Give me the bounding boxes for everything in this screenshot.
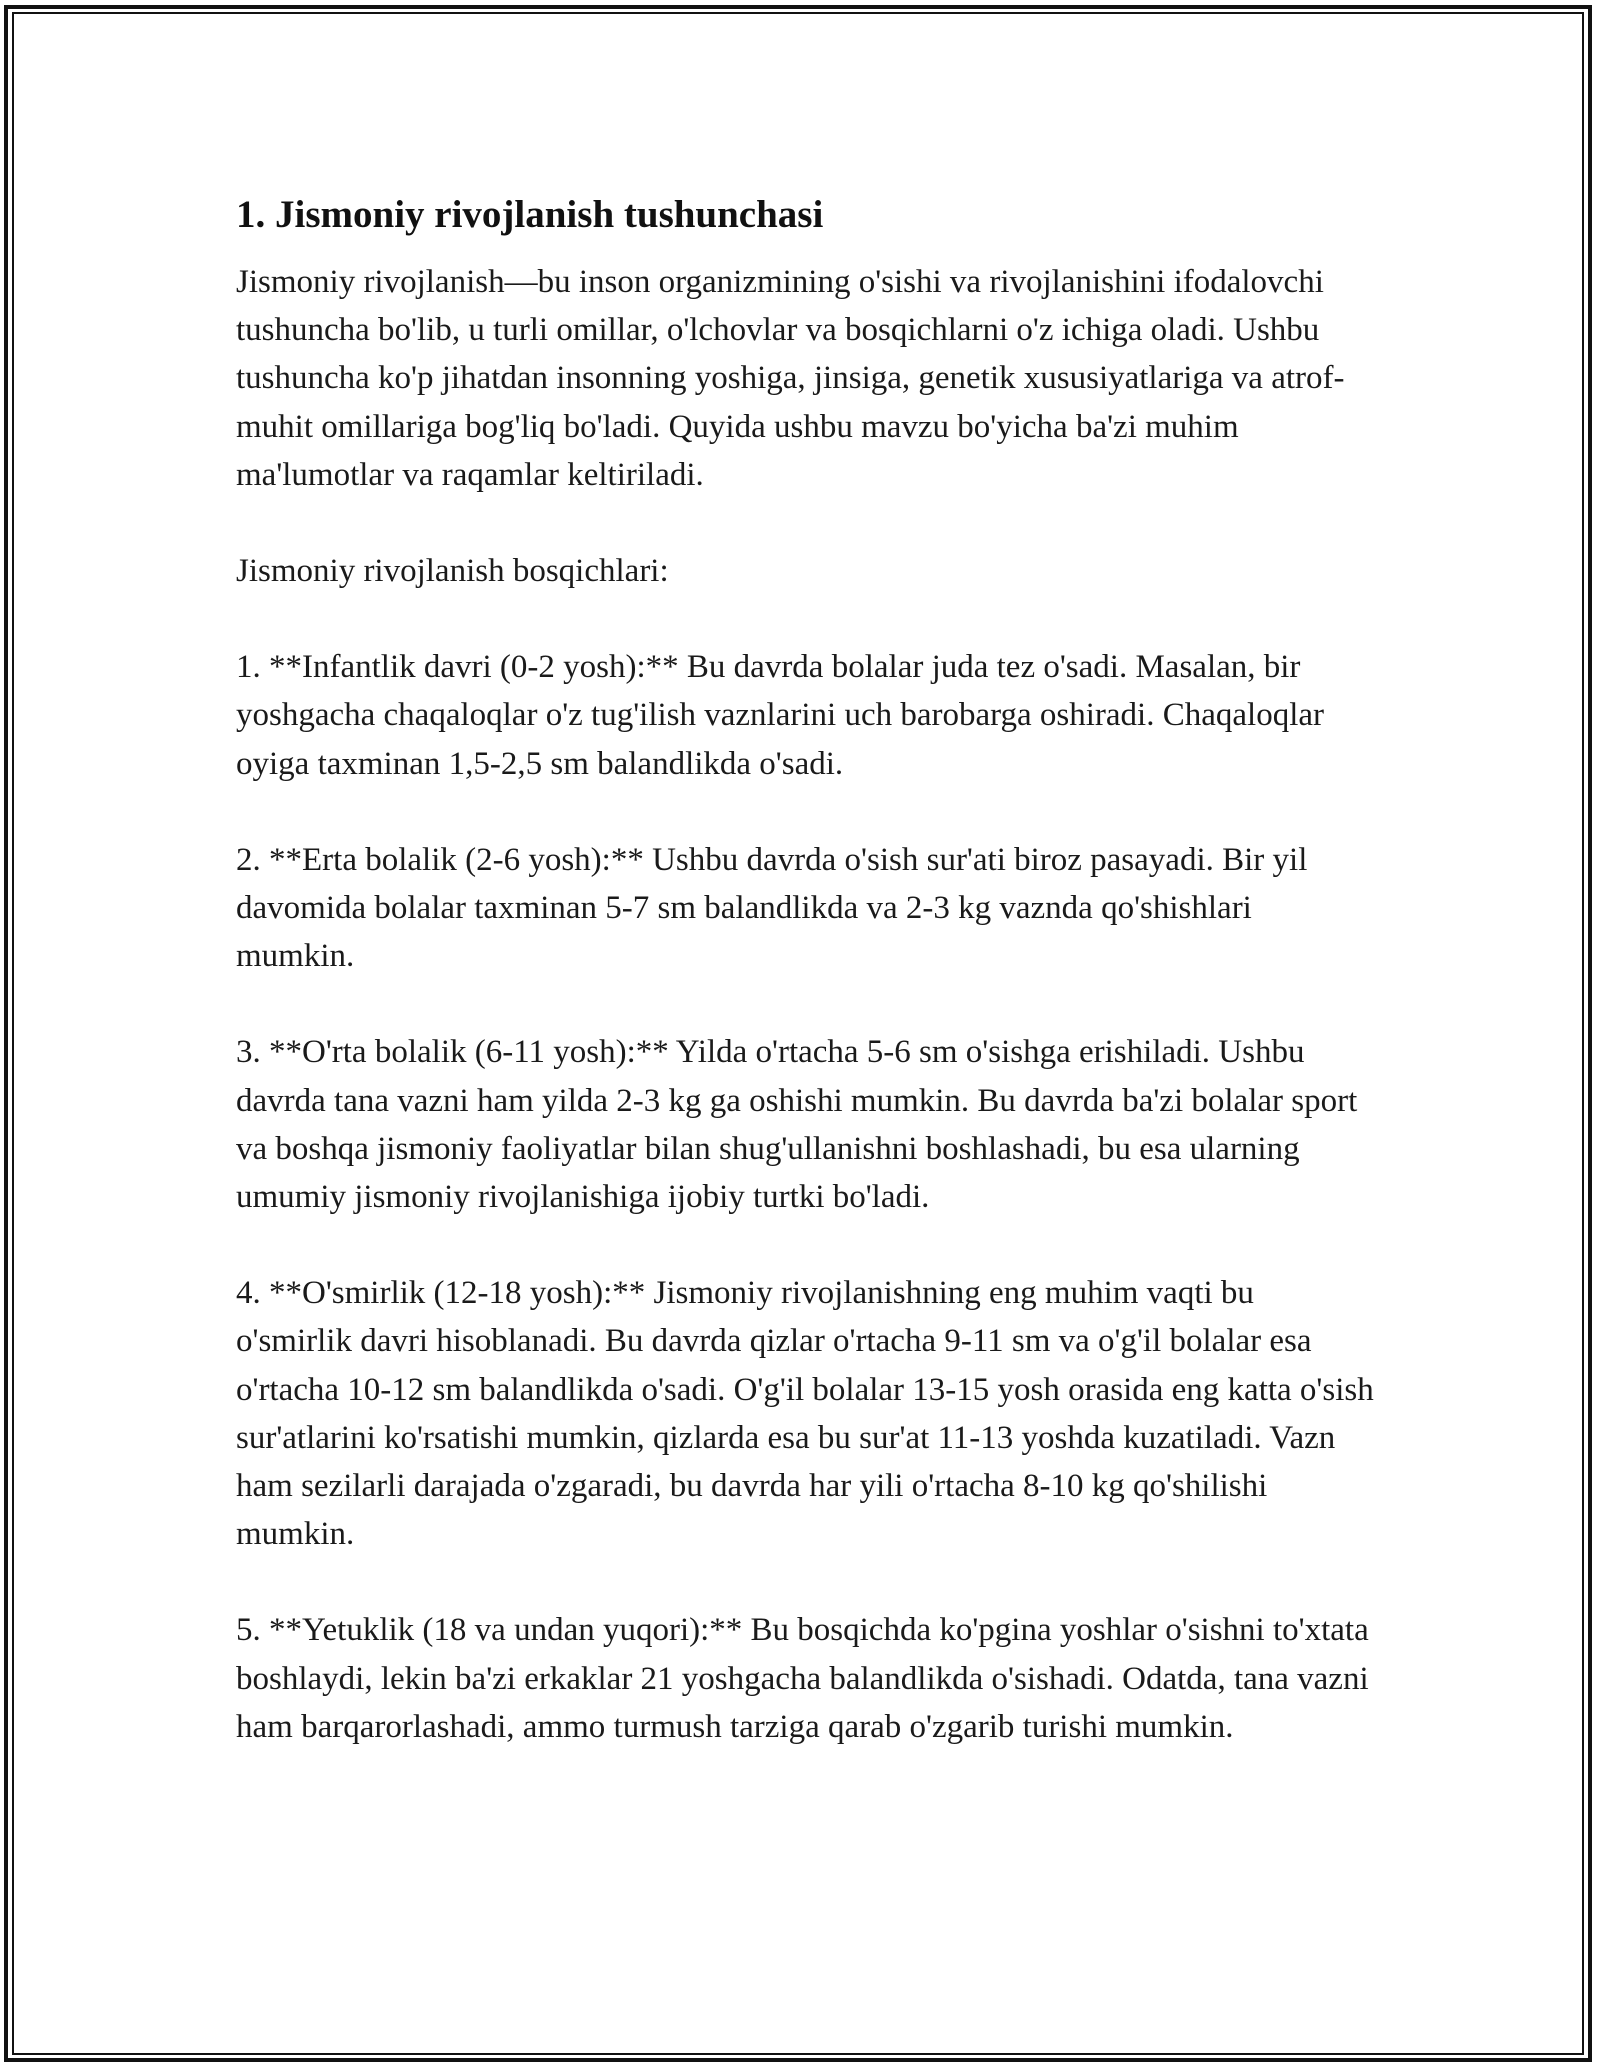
stages-heading: Jismoniy rivojlanish bosqichlari: (236, 553, 669, 590)
document-body (236, 186, 1376, 1799)
stage-item-adolescence: 4. **O'smirlik (12-18 yosh):** Jismoniy rivojlanishning eng muhim vaqti bu o'smirlik davri hisoblanadi. Bu davrda qizlar o'rtacha 9-11 sm va o'g'il bolalar esa o'rtacha 10-12 sm balandlikda o'sadi. O'g'il bolalar 13-15 yosh orasida eng katta o'sish sur'atlarini ko'rsatishi mumkin, qizlarda esa bu sur'at 11-13 yoshda kuzatiladi. Vazn ham sezilarli darajada o'zgaradi, bu davrda har yili o'rtacha 8-10 kg qo'shilishi mumkin. (236, 1275, 1374, 1553)
stage-item-middle-childhood: 3. **O'rta bolalik (6-11 yosh):** Yilda o'rtacha 5-6 sm o'sishga erishiladi. Ushbu davrda tana vazni ham yilda 2-3 kg ga oshishi mumkin. Bu davrda ba'zi bolalar sport va boshqa jismoniy faoliyatlar bilan shug'ullanishni boshlashadi, bu esa ularning umumiy jismoniy rivojlanishiga ijobiy turtki bo'ladi. (236, 1034, 1358, 1216)
stage-item-adulthood: 5. **Yetuklik (18 va undan yuqori):** Bu bosqichda ko'pgina yoshlar o'sishni to'xtata boshlaydi, lekin ba'zi erkaklar 21 yoshgacha balandlikda o'sishadi. Odatda, tana vazni ham barqarorlashadi, ammo turmush tarziga qarab o'zgarib turishi mumkin. (236, 1612, 1369, 1745)
intro-paragraph: Jismoniy rivojlanish—bu inson organizmining o'sishi va rivojlanishini ifodalovchi tushuncha bo'lib, u turli omillar, o'lchovlar va bosqichlarni o'z ichiga oladi. Ushbu tushuncha ko'p jihatdan insonning yoshiga, jinsiga, genetik xususiyatlariga va atrof-muhit omillariga bog'liq bo'ladi. Quyida ushbu mavzu bo'yicha ba'zi muhim ma'lumotlar va raqamlar keltiriladi. (236, 264, 1345, 493)
stage-item-infancy: 1. **Infantlik davri (0-2 yosh):** Bu davrda bolalar juda tez o'sadi. Masalan, bir yoshgacha chaqaloqlar o'z tug'ilish vaznlarini uch barobarga oshiradi. Chaqaloqlar oyiga taxminan 1,5-2,5 sm balandlikda o'sadi. (236, 649, 1325, 782)
stage-item-early-childhood: 2. **Erta bolalik (2-6 yosh):** Ushbu davrda o'sish sur'ati biroz pasayadi. Bir yil davomida bolalar taxminan 5-7 sm balandlikda va 2-3 kg vaznda qo'shishlari mumkin. (236, 841, 1308, 975)
section-title: 1. Jismoniy rivojlanish tushunchasi (236, 193, 824, 236)
